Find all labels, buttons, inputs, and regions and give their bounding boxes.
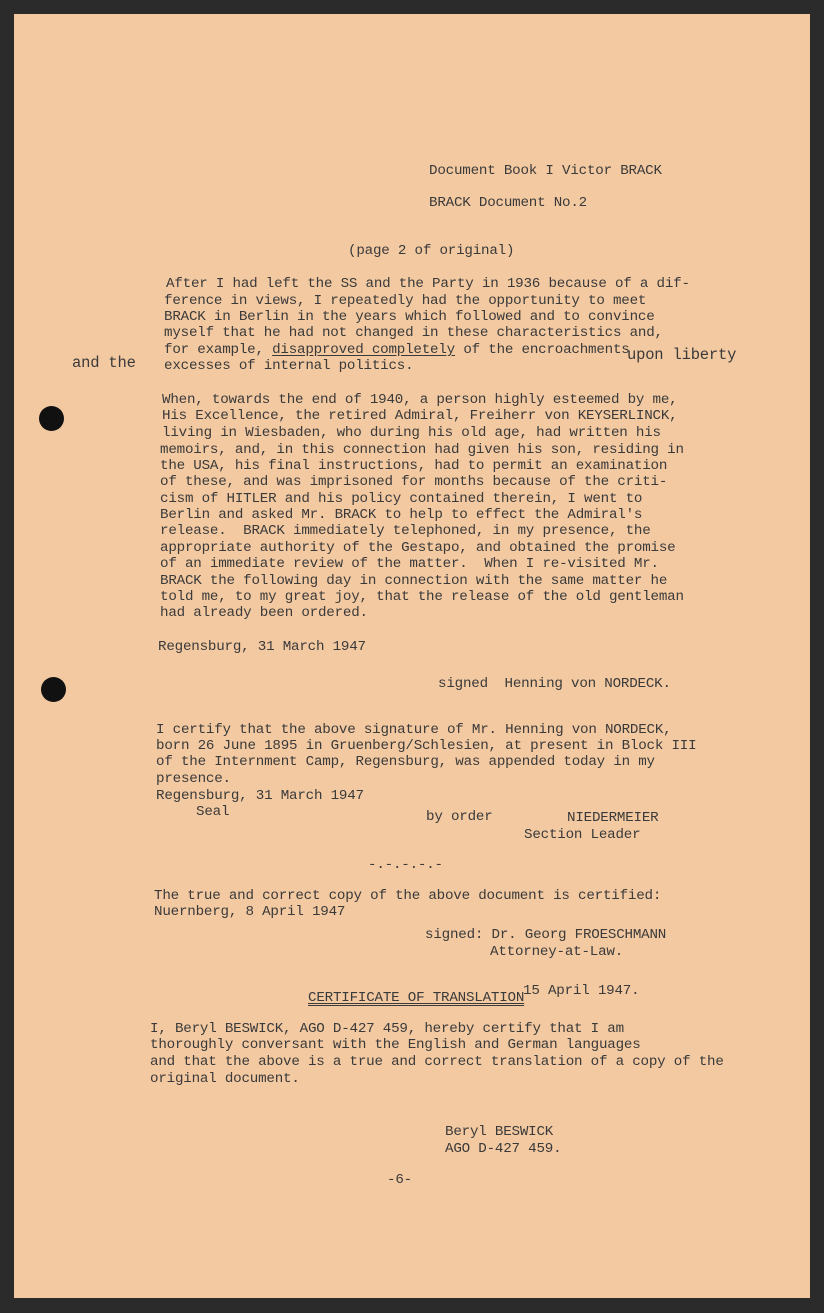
certification-line: presence. <box>156 771 231 787</box>
official-name: NIEDERMEIER <box>567 810 659 826</box>
paragraph-2-line: memoirs, and, in this connection had given his son, residing in <box>160 442 684 458</box>
document-book-title: Document Book I Victor BRACK <box>429 163 662 179</box>
paragraph-2-line: cism of HITLER and his policy contained therein, I went to <box>160 491 643 507</box>
underlined-phrase: disapproved completely <box>272 342 455 358</box>
translation-line: and that the above is a true and correct translation of a copy of the <box>150 1054 724 1070</box>
signature-line: signed Henning von NORDECK. <box>438 676 671 692</box>
seal-label: Seal <box>196 804 230 820</box>
paragraph-2-line: BRACK the following day in connection with the same matter he <box>160 573 668 589</box>
page-of-original-note: (page 2 of original) <box>348 243 515 259</box>
translation-line: thoroughly conversant with the English and German languages <box>150 1037 641 1053</box>
certificate-date: 15 April 1947. <box>523 983 640 999</box>
paragraph-2-line: living in Wiesbaden, who during his old age, had written his <box>162 425 661 441</box>
certification-place-date: Regensburg, 31 March 1947 <box>156 788 364 804</box>
margin-insertion: and the <box>72 354 136 372</box>
paragraph-2-line: had already been ordered. <box>160 605 368 621</box>
paragraph-1-line: After I had left the SS and the Party in 1936 because of a dif- <box>166 276 690 292</box>
place-date: Regensburg, 31 March 1947 <box>158 639 366 655</box>
paragraph-2-line: Berlin and asked Mr. BRACK to help to effect the Admiral's <box>160 507 643 523</box>
paragraph-2-line: the USA, his final instructions, had to permit an examination <box>160 458 668 474</box>
paragraph-2-line: of these, and was imprisoned for months because of the criti- <box>160 474 668 490</box>
paragraph-2-line: told me, to my great joy, that the release of the old gentleman <box>160 589 684 605</box>
translation-line: original document. <box>150 1071 300 1087</box>
handwritten-insertion: upon liberty <box>627 346 737 364</box>
true-copy-line: The true and correct copy of the above document is certified: <box>154 888 662 904</box>
certification-line: I certify that the above signature of Mr. Henning von NORDECK, <box>156 722 672 738</box>
attorney-title: Attorney-at-Law. <box>490 944 624 960</box>
certificate-heading: CERTIFICATE OF TRANSLATION <box>308 990 525 1006</box>
paragraph-2-line: When, towards the end of 1940, a person highly esteemed by me, <box>162 392 678 408</box>
translator-name: Beryl BESWICK <box>445 1124 554 1140</box>
page-number: -6- <box>387 1172 412 1188</box>
punch-hole <box>41 677 66 702</box>
by-order-label: by order <box>426 809 493 825</box>
punch-hole <box>39 406 64 431</box>
paragraph-2-line: appropriate authority of the Gestapo, and obtained the promise <box>160 540 676 556</box>
separator: -.-.-.-.- <box>368 857 443 873</box>
attorney-signature: signed: Dr. Georg FROESCHMANN <box>425 927 667 943</box>
document-page <box>14 14 810 1298</box>
paragraph-1-line: BRACK in Berlin in the years which followed and to convince <box>164 309 655 325</box>
document-number: BRACK Document No.2 <box>429 195 587 211</box>
certification-line: of the Internment Camp, Regensburg, was appended today in my <box>156 754 655 770</box>
paragraph-1-line: myself that he had not changed in these characteristics and, <box>164 325 663 341</box>
paragraph-2-line: His Excellence, the retired Admiral, Freiherr von KEYSERLINCK, <box>162 408 678 424</box>
true-copy-place-date: Nuernberg, 8 April 1947 <box>154 904 346 920</box>
official-title: Section Leader <box>524 827 641 843</box>
paragraph-1-line: ference in views, I repeatedly had the opportunity to meet <box>164 293 647 309</box>
paragraph-2-line: release. BRACK immediately telephoned, in my presence, the <box>160 523 651 539</box>
translation-line: I, Beryl BESWICK, AGO D-427 459, hereby certify that I am <box>150 1021 624 1037</box>
text-segment: of the encroachments <box>455 342 630 358</box>
text-segment: for example, <box>164 342 273 358</box>
paragraph-2-line: of an immediate review of the matter. When I re-visited Mr. <box>160 556 659 572</box>
translator-id: AGO D-427 459. <box>445 1141 562 1157</box>
certification-line: born 26 June 1895 in Gruenberg/Schlesien, at present in Block III <box>156 738 697 754</box>
paragraph-1-line <box>164 342 630 359</box>
paragraph-1-line: excesses of internal politics. <box>164 358 414 374</box>
